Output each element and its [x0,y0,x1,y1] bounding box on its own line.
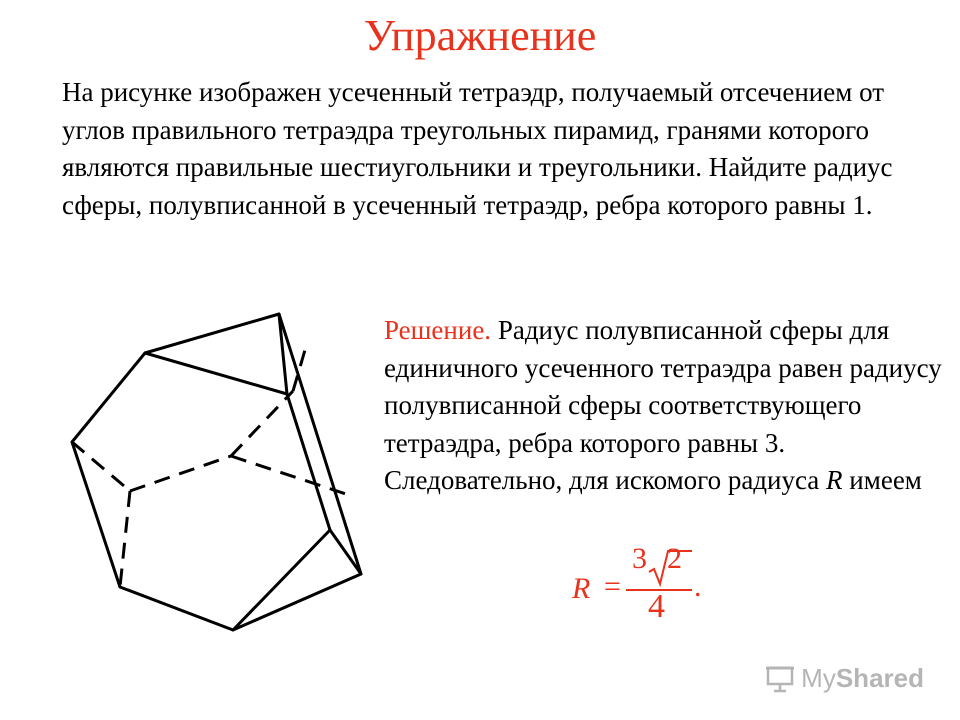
watermark [765,663,924,694]
watermark-brand-prefix: My [801,663,836,693]
watermark-brand-suffix: Shared [835,663,924,693]
hidden-edge [293,350,305,391]
formula-radicand: 2 [667,542,682,575]
solution-label: Решение. [384,315,492,345]
formula-equals: = [604,570,621,603]
formula-lhs: R [572,572,591,605]
formula-period: . [694,570,702,603]
formula-numerator-coef: 3 [632,542,647,575]
hidden-edge [120,491,130,587]
radius-variable: R [826,465,843,495]
formula-denominator: 4 [648,588,665,625]
solution-body-end: имеем [842,465,922,495]
watermark-brand [801,663,924,694]
hidden-edge [130,456,231,491]
triangle-bottom-face [233,530,361,630]
slide-title: Упражнение [363,11,597,60]
problem-statement: На рисунке изображен усеченный тетраэдр, получаемый отсечением от углов правильного тетраэдра треугольных пирамид, гранями которого являются правильные шестиугольники и треугольники. Найдите радиус сферы, полувписанной в усеченный тетраэдр, ребра которого равны 1. [62,77,893,220]
projector-screen-icon [765,665,795,693]
vertical-right-edge [279,314,361,574]
radius-formula [560,542,720,628]
hidden-edge [231,391,293,456]
truncated-tetrahedron-figure [60,300,380,645]
solution-text [384,312,944,500]
solution-body: Радиус полувписанной сферы для единичного усеченного тетраэдра равен радиусу полувписанной сферы соответствующего тетраэдра, ребра которого равны 3. Следовательно, для искомого радиуса [384,315,942,495]
triangle-top-face [145,314,287,394]
